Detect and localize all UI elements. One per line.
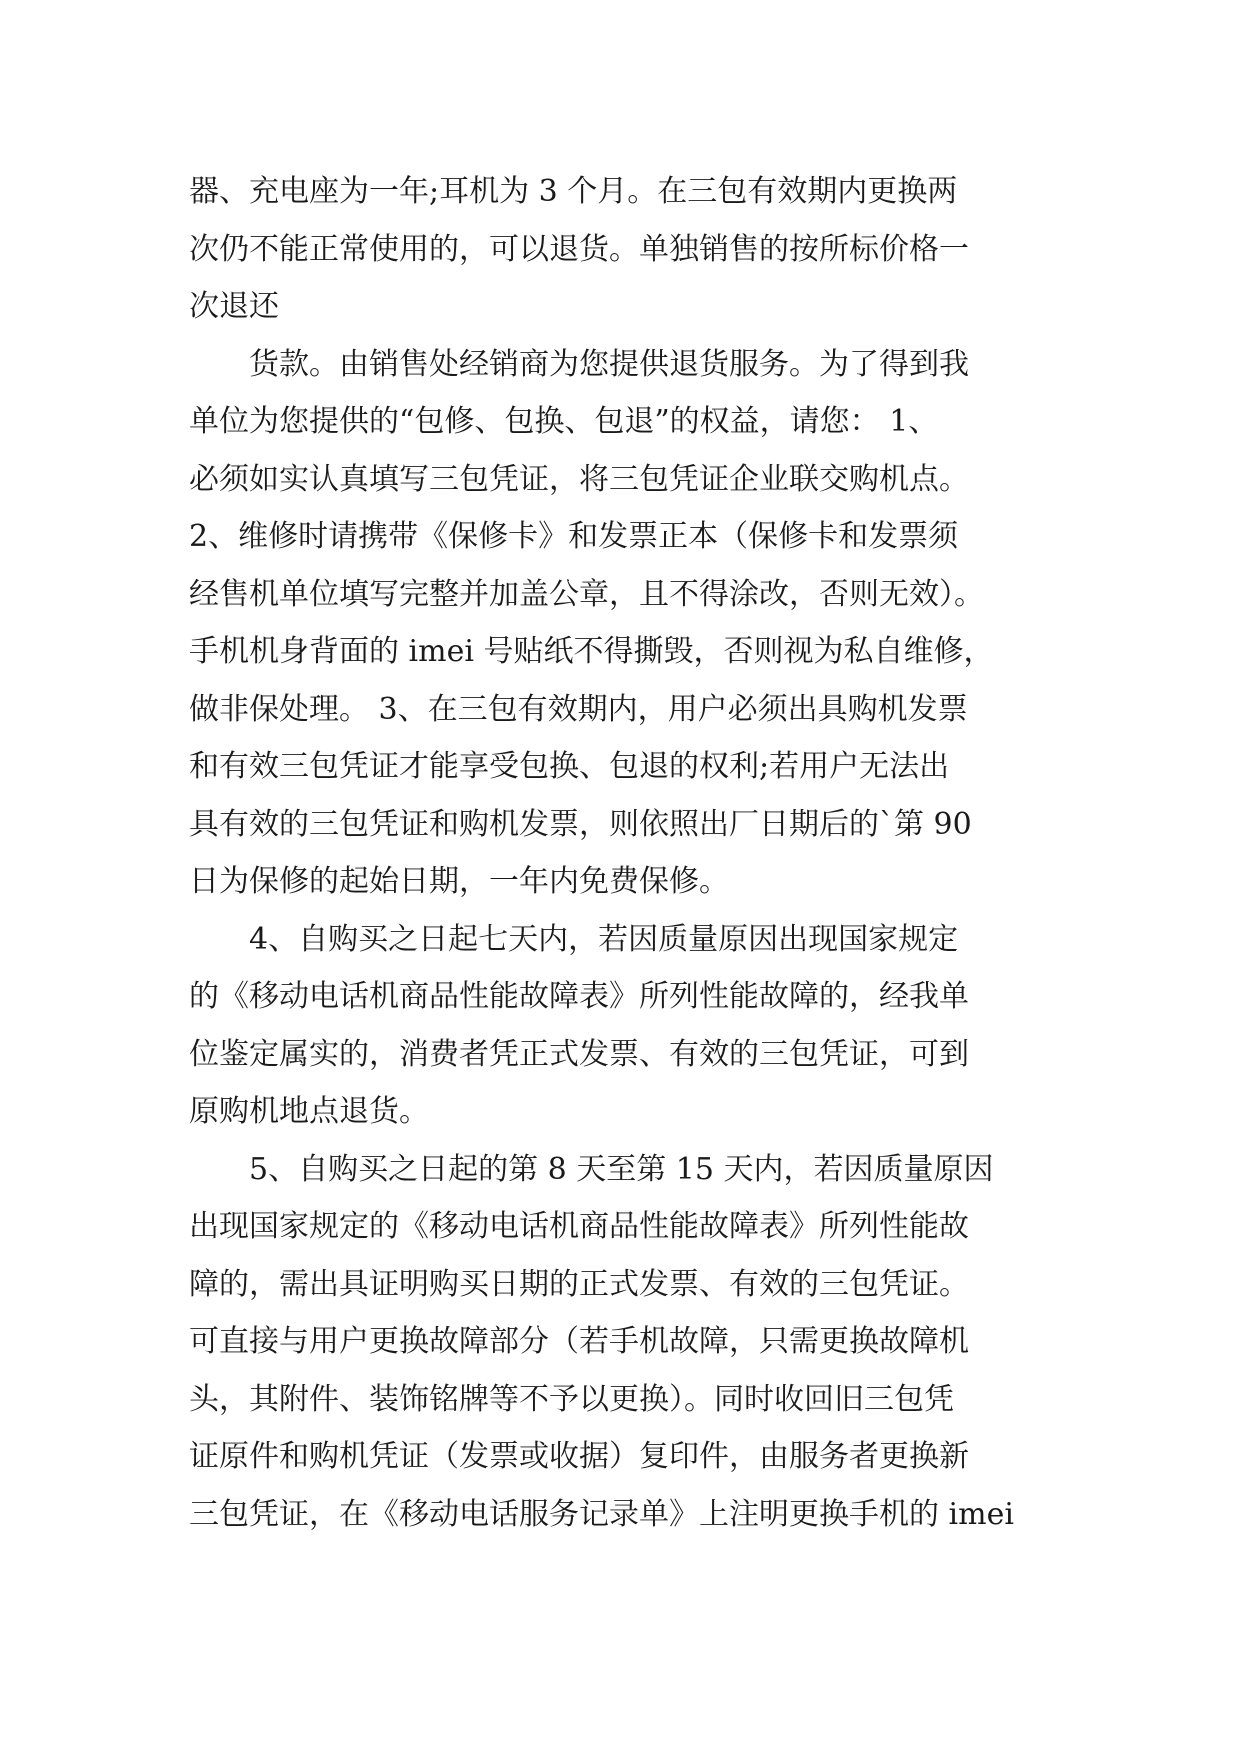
text-line: 次退还 bbox=[189, 289, 279, 324]
text-line: 的《移动电话机商品性能故障表》所列性能故障的，经我单 bbox=[189, 979, 969, 1014]
text-line: 2、维修时请携带《保修卡》和发票正本（保修卡和发票须 bbox=[189, 519, 959, 554]
text-line: 日为保修的起始日期，一年内免费保修。 bbox=[189, 864, 729, 899]
text-line: 障的，需出具证明购买日期的正式发票、有效的三包凭证。 bbox=[189, 1266, 969, 1302]
text-line: 器、充电座为一年;耳机为 3 个月。在三包有效期内更换两 bbox=[189, 174, 958, 209]
text-line: 三包凭证，在《移动电话服务记录单》上注明更换手机的 imei bbox=[189, 1496, 1014, 1532]
text-line: 次仍不能正常使用的，可以退货。单独销售的按所标价格一 bbox=[189, 231, 969, 267]
body-text bbox=[189, 163, 1069, 1543]
text-line: 必须如实认真填写三包凭证，将三包凭证企业联交购机点。 bbox=[189, 461, 969, 497]
text-line: 5、自购买之日起的第 8 天至第 15 天内，若因质量原因 bbox=[249, 1151, 994, 1187]
text-line: 货款。由销售处经销商为您提供退货服务。为了得到我 bbox=[249, 346, 969, 382]
text-line: 证原件和购机凭证（发票或收据）复印件，由服务者更换新 bbox=[189, 1439, 969, 1474]
text-line: 做非保处理。 3、在三包有效期内，用户必须出具购机发票 bbox=[189, 691, 968, 727]
text-line: 单位为您提供的“包修、包换、包退”的权益，请您： 1、 bbox=[189, 404, 939, 439]
text-line: 位鉴定属实的，消费者凭正式发票、有效的三包凭证，可到 bbox=[189, 1036, 969, 1072]
text-line: 4、自购买之日起七天内，若因质量原因出现国家规定 bbox=[249, 921, 959, 957]
text-line: 经售机单位填写完整并加盖公章，且不得涂改，否则无效）。 bbox=[189, 576, 984, 612]
text-line: 头，其附件、装饰铭牌等不予以更换）。同时收回旧三包凭 bbox=[189, 1381, 954, 1417]
text-line: 可直接与用户更换故障部分（若手机故障，只需更换故障机 bbox=[189, 1324, 969, 1359]
text-line: 和有效三包凭证才能享受包换、包退的权利;若用户无法出 bbox=[189, 749, 950, 784]
text-line: 原购机地点退货。 bbox=[189, 1094, 429, 1129]
text-line: 手机机身背面的 imei 号贴纸不得撕毁，否则视为私自维修， bbox=[189, 634, 994, 669]
text-line: 具有效的三包凭证和购机发票，则依照出厂日期后的`第 90 bbox=[189, 806, 972, 842]
text-line: 出现国家规定的《移动电话机商品性能故障表》所列性能故 bbox=[189, 1209, 969, 1244]
